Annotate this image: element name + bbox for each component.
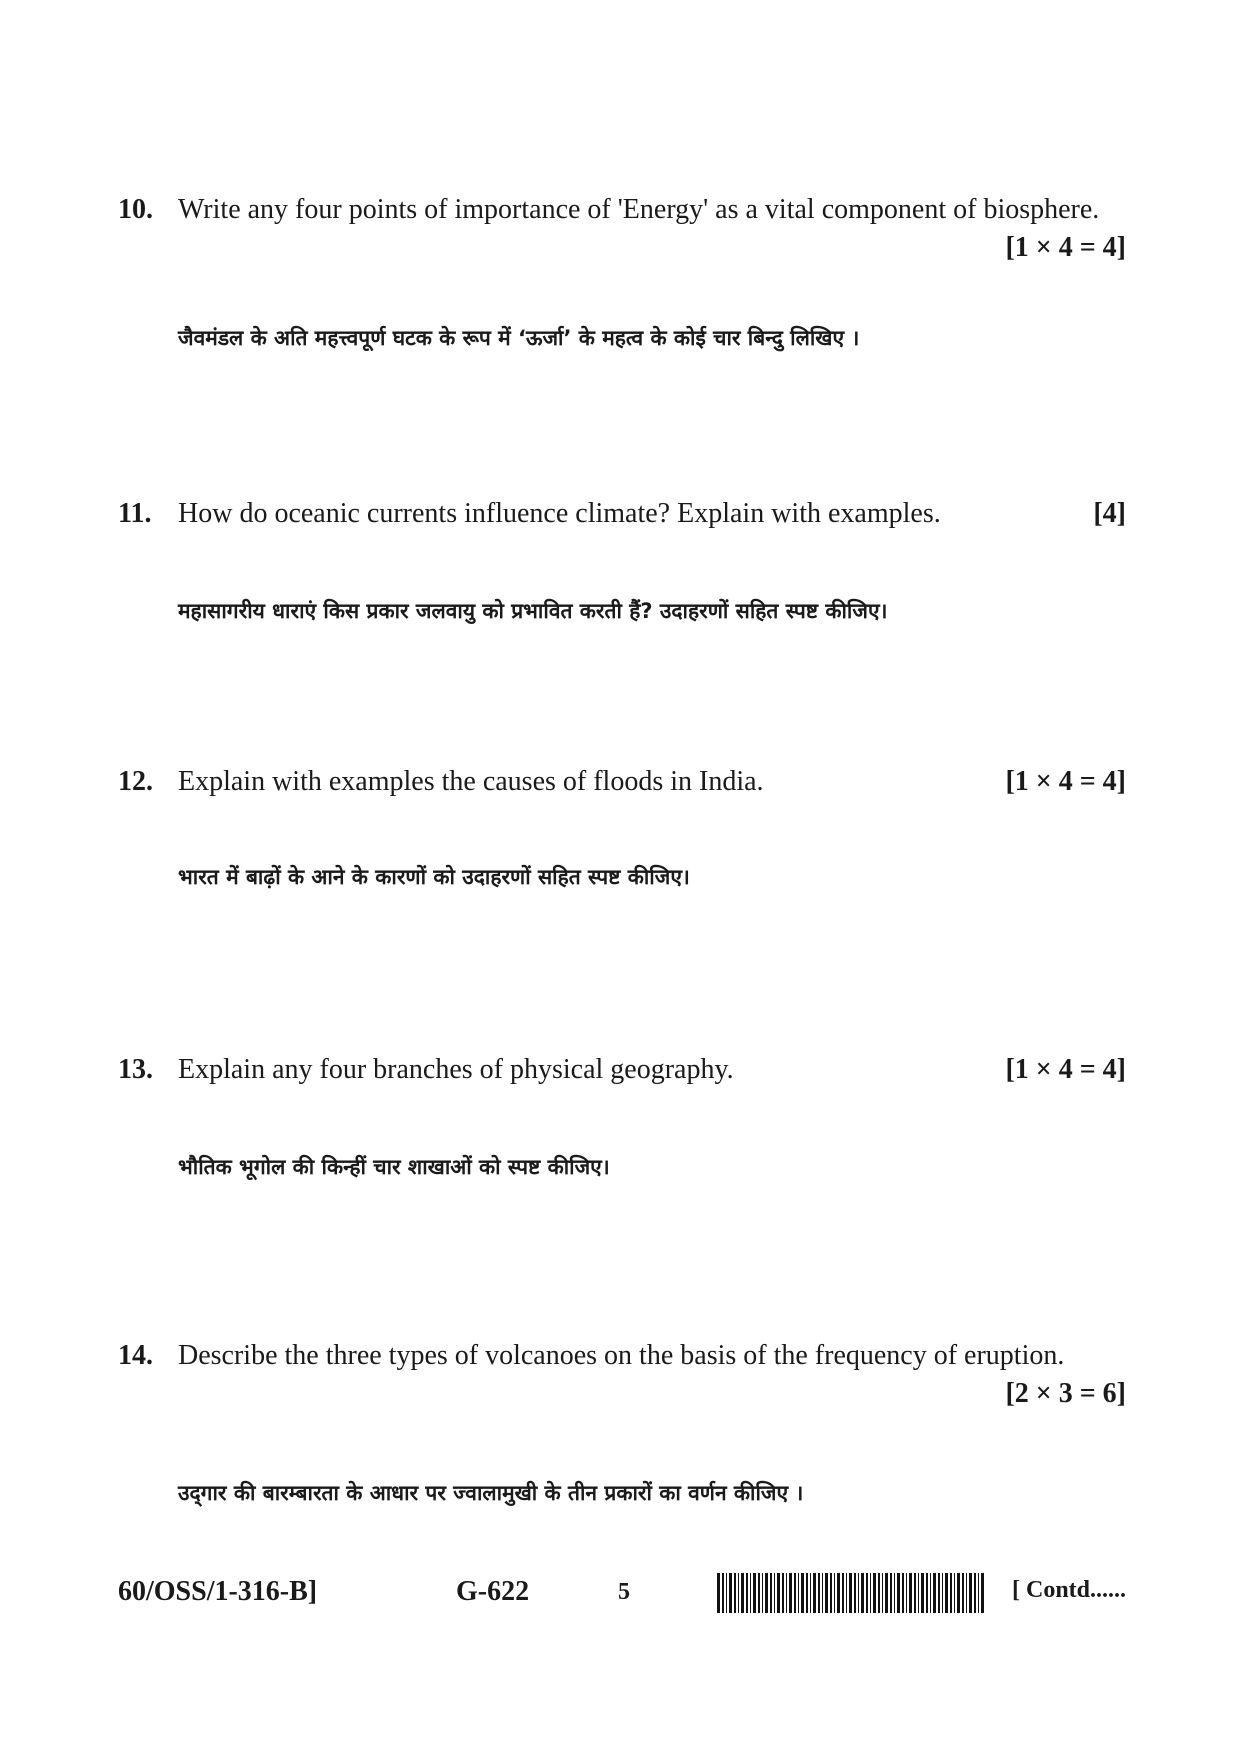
question-number: 13. [118, 1054, 153, 1085]
question-number: 12. [118, 766, 153, 797]
question-marks: [2 × 3 = 6] [1005, 1378, 1126, 1409]
question-10-hindi: जैवमंडल के अति महत्त्वपूर्ण घटक के रूप में ‘ऊर्जा’ के महत्व के कोई चार बिन्दु लिखिए । [178, 326, 860, 350]
page-number: 5 [618, 1579, 630, 1605]
question-number: 14. [118, 1340, 153, 1371]
barcode [717, 1573, 987, 1613]
question-text: Explain with examples the causes of floods in India. [178, 766, 764, 797]
question-text: Write any four points of importance of 'Energy' as a vital component of biosphere. [178, 194, 1100, 225]
question-number: 11. [118, 498, 152, 529]
continued-label: [ Contd...... [1012, 1577, 1127, 1603]
question-text: Explain any four branches of physical geography. [178, 1054, 734, 1085]
question-14-hindi: उद्‌गार की बारम्बारता के आधार पर ज्वालामुखी के तीन प्रकारों का वर्णन कीजिए । [178, 1481, 804, 1505]
question-11-hindi: महासागरीय धाराएं किस प्रकार जलवायु को प्रभावित करती हैं? उदाहरणों सहित स्पष्ट कीजिए। [178, 599, 888, 623]
question-marks: [1 × 4 = 4] [1005, 232, 1126, 263]
question-number: 10. [118, 194, 153, 225]
question-marks: [4] [1093, 498, 1126, 529]
question-12-hindi: भारत में बाढ़ों के आने के कारणों को उदाहरणों सहित स्पष्ट कीजिए। [178, 865, 690, 889]
question-marks: [1 × 4 = 4] [1005, 1054, 1126, 1085]
question-marks: [1 × 4 = 4] [1005, 766, 1126, 797]
question-13-hindi: भौतिक भूगोल की किन्हीं चार शाखाओं को स्पष्ट कीजिए। [178, 1155, 610, 1179]
question-text: Describe the three types of volcanoes on the basis of the frequency of eruption. [178, 1340, 1065, 1371]
series-code: G-622 [456, 1576, 530, 1607]
question-text: How do oceanic currents influence climate? Explain with examples. [178, 498, 941, 529]
paper-code: 60/OSS/1-316-B] [118, 1576, 318, 1607]
